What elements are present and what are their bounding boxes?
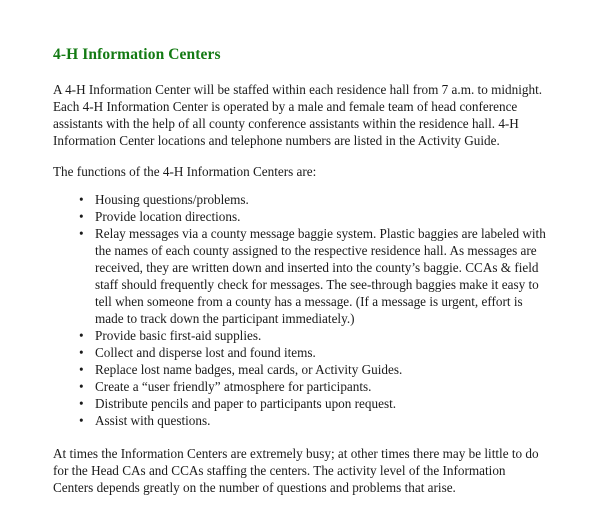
list-item-label: Assist with questions. <box>95 412 211 428</box>
closing-paragraph: At times the Information Centers are extremely busy; at other times there may be little to do for the Head CAs and CCAs staffing the centers. The activity level of the Information Centers depends greatly on the number of questions and problems that arise. <box>53 445 539 495</box>
list-item <box>53 361 547 378</box>
list-item-label: Housing questions/problems. <box>95 191 249 207</box>
list-item-label: Collect and disperse lost and found items. <box>95 344 316 360</box>
list-item <box>53 378 547 395</box>
bullet-icon: • <box>79 361 84 377</box>
list-item <box>53 208 547 225</box>
bullet-icon: • <box>79 395 84 411</box>
list-item-label: Create a “user friendly” atmosphere for participants. <box>95 378 372 394</box>
list-lead-in-paragraph: The functions of the 4-H Information Centers are: <box>53 163 317 179</box>
page-title: 4-H Information Centers <box>53 46 221 63</box>
list-item <box>53 344 547 361</box>
list-item <box>53 395 547 412</box>
bullet-icon: • <box>79 378 84 394</box>
bullet-icon: • <box>79 191 84 207</box>
list-item-label: Replace lost name badges, meal cards, or Activity Guides. <box>95 361 403 377</box>
bullet-icon: • <box>79 225 84 241</box>
bullet-icon: • <box>79 412 84 428</box>
list-item-label: Relay messages via a county message baggie system. Plastic baggies are labeled with the names of each county assigned to the respective residence hall. As messages are received, they are written down and inserted into the county’s baggie. CCAs & field staff should frequently check for messages. The see-through baggies make it easy to tell when someone from a county has a message. (If a message is urgent, effort is made to track down the participant immediately.) <box>95 225 546 326</box>
list-item-label: Distribute pencils and paper to participants upon request. <box>95 395 397 411</box>
bullet-icon: • <box>79 344 84 360</box>
bullet-icon: • <box>79 208 84 224</box>
list-item-label: Provide location directions. <box>95 208 241 224</box>
intro-paragraph: A 4-H Information Center will be staffed within each residence hall from 7 a.m. to midnight. Each 4-H Information Center is operated by a male and female team of head conference assistants with the help of all county conference assistants within the residence hall. 4-H Information Center locations and telephone numbers are listed in the Activity Guide. <box>53 81 543 148</box>
list-item <box>53 225 547 327</box>
list-item <box>53 191 547 208</box>
functions-list <box>53 191 547 429</box>
list-item <box>53 412 547 429</box>
list-item-label: Provide basic first-aid supplies. <box>95 327 262 343</box>
bullet-icon: • <box>79 327 84 343</box>
list-item <box>53 327 547 344</box>
